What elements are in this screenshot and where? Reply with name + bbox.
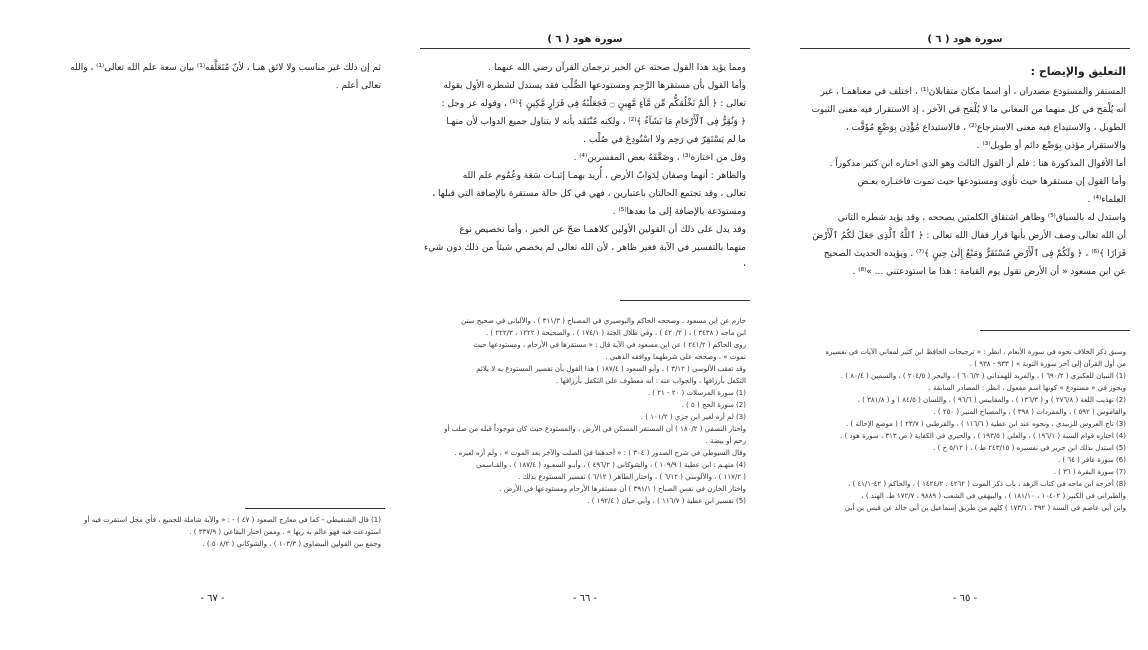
quran-verse-line: قَرَارًا ﴾⁽⁶⁾ ، ﴿ وَلَكُمْ فِى ٱلْأَرْضِ مُسْتَقَرٌّ وَمَتَٰعٌ إِلَىٰ حِينٍ ﴾⁽⁷⁾ . ويؤيده الحديث الصحيح [823, 249, 1126, 259]
footnote-line: (1) قال الشنقيطي - كما في معارج الصعود ( ٤٧ ) - : « والآية شاملة للجميع ، فأي محل استقرت فيه أو [84, 516, 381, 524]
text-line: وأما القول إن مستقرها حيث تأوي ومستودعها حيث تموت فاختـاره بعـض [857, 177, 1126, 187]
quran-verse-line: أن الله تعالى وصف الأرض بأنها قرار فقال الله تعالى : ﴿ ٱللَّهُ ٱلَّذِى جَعَلَ لَكُمُ ٱلْأَرْضَ [812, 231, 1126, 241]
footnote-line: وابن أبي عاصم في السنة ( ٣٩٢ ، ١٧٣/١ ) كلهم من طريق إسماعيل بن أبي خالد عن قيس بن أبي [844, 504, 1126, 512]
text-line: المستقر والمستودع مصدران ، أو اسما مكان متقابلان⁽¹⁾ ، اختلف في معناهمـا ، غير [820, 87, 1126, 97]
footnote-line: (5) استدل بذلك ابن جرير في تفسيره ( ٢٤٣/١٥ ط ) ، ( ٥/١٢ ح ) . [933, 444, 1126, 452]
text-line: واستدل له بالسياق⁽⁵⁾ وظاهر اشتقاق الكلمتين يصححه ، وقد يؤيد شطره الثاني [837, 213, 1126, 223]
footnote-line: (8) أخرجه ابن ماجه في كتاب الزهد ، باب ذكر الموت ( ٤٢٦٢ ، ١٤٢٤/٢ ) ، والحاكم ( ٤٢-٤١/١ ) ، [847, 480, 1126, 488]
text-line: منهما بالتفسير في الآية فغير ظاهر ، لأن الله تعالى لم يخصص شيئاً من ذلك دون شيء ، [424, 243, 746, 269]
footnote-line: من أول القرآن إلى آخر سورة التوبة » ( ٩٣٣ - ٩٣٨ ) . [969, 360, 1126, 368]
page-66-footnotes [424, 315, 746, 507]
page-65-footnotes [804, 346, 1126, 514]
footnote-line: (4) اختاره قوام السنة ( ١٩٦/١ ) ، والعلي ( ١٩٣/٥ ) ، والحيري في الكفاية ( ص ٣١٣ ، سورة هود ) . [840, 432, 1126, 440]
page-66 [420, 0, 750, 650]
footnote-line: (6) سورة غافر ( ٦٤ ) . [1057, 456, 1126, 464]
page-number: - ٦٦ - [572, 593, 598, 604]
page-65 [800, 0, 1130, 650]
text-line: وقد يدل على ذلك أن القولين الأولين كلاهمـا صَحّ عن الحبر ، وأما تخصيص نوع [459, 225, 746, 235]
text-line: ومما يؤيد هذا القول صحته عن الحبر ترجمان القرآن رضي الله عنهما . [488, 63, 746, 73]
text-line: أنه يُلْمَح في كل منهما من المعاني ما لا يُلْمَح في الآخر ، إذ الاستقرار فيه معنى الثبوت [811, 105, 1126, 115]
page-65-body [804, 64, 1126, 282]
footnote-separator [245, 508, 385, 509]
footnote-line: استودعت فيه فهو عالم به ربها » . وممن اختار البقاعي ( ٣٣٧/٩ ) . [189, 528, 381, 536]
footnote-line: تموت » ، وصححه على شرطهما ووافقه الذهبي . [605, 353, 746, 361]
text-line: والظاهر : أنهما وصفان لِدَوابّ الأرض ، أُريد بهمـا إثبـات سَعَة وعُمُوم علم الله [462, 171, 746, 181]
footnote-line: (3) لم أره لغير ابن جزي ( ١٠١/٢ ) . [640, 413, 746, 421]
text-line: ومستودَعة بالإضافة إلى ما بعدها⁽⁵⁾ . [612, 207, 746, 217]
footnote-line: التكفل بأرزاقها ، والجواب عنه : أنه معطوف على التكفل بأرزاقها . [556, 377, 746, 385]
footnote-line: وقال السيوطي في شرح الصدور ( ٣٠٤ ) : « أحدهما في الصلب والآخر بعد الموت » ، ولم أره لغيره . [454, 449, 746, 457]
text-line: وأما القول بأن مستقرها الرَّحِم ومستودعها الصُّلْب فقد يستدل لشطره الأول بقوله [443, 81, 746, 91]
quran-verse-line: تعالى : ﴿ أَلَمْ نَخْلُقكُّم مِّن مَّآءٍ مَّهِينٍ ۝ فَجَعَلْنَٰهُ فِى قَرَارٍ مَّكِينٍ ﴾⁽¹⁾ ، وقوله عز وجل : [441, 99, 746, 109]
page-67-body [44, 60, 381, 96]
footnote-line: (1) سورة المرسلات ( ٢٠ - ٢١ ) . [647, 389, 746, 397]
footnote-line: واختار الخازن في نفس الصباح ( ٣٩١/١ ) أن مستقرها الأرحام ومستودعها في الأرض . [499, 485, 746, 493]
text-line: العلماء⁽⁴⁾ . [1087, 195, 1126, 205]
footnote-line: حازم عن ابن مسعود ، وصححه الحاكم والبوصيري في المصباح ( ٣١١/٣ ) ، والألباني في صحيح سنن [461, 317, 746, 325]
page-number: - ٦٧ - [200, 593, 225, 604]
section-heading: التعليق والإيضاح : [1030, 65, 1126, 78]
footnote-line: وسبق ذكر الخلاف نحوه في سورة الأنعام ، انظر : « ترجيحات الحافظ ابن كثير لمعاني الآيات في تفسيره [825, 348, 1126, 356]
text-line: ثم إن ذلك غير مناسب ولا لائق هنـا ، لأنّ مُتَعَلَّقه⁽¹⁾ بيان سعة علم الله تعالى⁽¹⁾ ، والله [70, 63, 381, 73]
footnote-line: وجمع بين القولين البيضاوي ( ١٠٣/٣ ) ، والشوكاني ( ٥٠٨/٢ ) . [202, 540, 381, 548]
footnote-line: واختار النسفي ( ١٨٠/٢ ) أن المستقر المسكن في الأرض ، والمستودع حيث كان موجوداً قبله من صلب أو [444, 425, 746, 433]
footnote-line: ابن ماجه ( ٣٤٣٨ ) ، ( ٤٢٠/٢ ) ، وفي ظلال الجنة ( ١٧٤/١ ) ، والصحيحة ( ١٢٢٢ ، ٢٢٢/٣ ) . [485, 329, 746, 337]
footnote-line: وقد تعقب الألوسي ( ٣/١٢ ) ، وأبو السعود ( ١٨٧/٤ ) هذا القول بأن تفسير المستودع به لا يلائم [476, 365, 746, 373]
page-number: - ٦٥ - [952, 593, 978, 604]
page-66-body [424, 60, 746, 274]
footnote-line: رحم أو بيضة . [705, 437, 746, 445]
footnote-line: (4) منهـم : ابن عطية ( ١٠٩/٩ ) ، والشوكاني ( ٤٩٦/٢ ) ، وأبـو السعـود ( ١٨٧/٤ ) ، والقـاسمي [476, 461, 746, 469]
text-line: أما الأقوال المذكورة هنا : فلم أر القول الثالث وهو الذي اختاره ابن كثير مذكوراً . [829, 159, 1126, 169]
footnote-line: (1) التبيان للعكبري ( ٦٩٠/٢ ) ، والفريد للهمداني ( ٦٠٦/٢ ) ، والبحر ( ٢٠٤/٥ ) ، والسمين ( ٨٠/٤ ) . [840, 372, 1126, 380]
text-line: ما لم يَسْتَقِرّ في رَحِم ولا اسْتُودِعَ في صُلْب . [583, 135, 746, 145]
text-line: عن ابن مسعود « أن الأرض تقول يوم القيامة : هذا ما استودعتني ... »⁽⁸⁾ . [852, 267, 1126, 277]
page-header: سورة هود ( ٦ ) [800, 34, 1130, 49]
page-67-footnotes [44, 514, 381, 550]
quran-verse-line: ﴿ وَنُقِرُّ فِى ٱلْأَرْحَامِ مَا نَشَآءُ ﴾⁽²⁾ ، ولكنه مُنْتَقَد بأنه لا يتناول جميع الدواب لأن منهـا [446, 117, 746, 127]
footnote-line: ويجوز في « مستودع » كونها اسم مفعول ، انظر : المصادر السابقة . [928, 384, 1126, 392]
footnote-line: (5) تفسير ابن عطية ( ١١٦/٧ ) ، وأبي حيان ( ١٩٢/٤ ) . [587, 497, 746, 505]
text-line: وقل من اختاره⁽³⁾ ، وضَعَّفَهُ بعض المفسرين⁽⁴⁾ . [573, 153, 746, 163]
footnote-line: (3) تاج العروس للزبيدي ، ونحوه عند ابن عطية ( ١١٦/٦ ) ، والقرطبي ( ٢٣/٧ ) ( موضع الإحالة ) . [845, 420, 1126, 428]
footnote-separator [980, 330, 1130, 331]
text-line: والاستقرار مؤذن بِوَضْع دائم أو طويل⁽³⁾ . [976, 141, 1126, 151]
page-header: سورة هود ( ٦ ) [420, 34, 750, 49]
footnote-line: (2) سورة الحج ( ٥ ) . [681, 401, 746, 409]
text-line: تعالى أعلم . [335, 81, 381, 91]
footnote-line: (7) سورة البقرة ( ٣٦ ) . [1053, 468, 1126, 476]
footnote-line: (2) تهذيب اللغة ( ٢٧٦/٨ ) و ( ١٣٦/٣ ) ، والمقاييس ( ٩٦/٦ ) ، واللسان ( ٨٤/٥ ) و ( ٣٨١/٨ ) ، [857, 396, 1126, 404]
footnote-separator [620, 300, 750, 301]
footnote-line: والقاموس ( ٥٩٢ ) ، والمفردات ( ٣٩٨ ) ، والمصباح المنير ( ٢٥٠ ) . [933, 408, 1126, 416]
footnote-line: والطبراني في الكبير ( ١٠٤٠٢ ، ١٨١/١٠ ) ، والبيهقي في الشعب ( ٩٨٨٩ ، ١٧٢/٧ ط. الهند ) ، [861, 492, 1126, 500]
footnote-line: روى الحاكم ( ٢٤١/٢ ) عن ابن مسعود في الآية قال : « مستقرها في الأرحام ، ومستودعها حيث [473, 341, 746, 349]
footnote-line: ( ١١٧/٢ ) ، والألوسي ( ٦/١٢ ) ، واختار الطاهر ( ٦/١٢ ) تفسير المستودع بذلك . [518, 473, 746, 481]
page-67 [40, 0, 385, 650]
text-line: تعالى ، وقد تجتمع الحالتان باعتبارين ، فهي في كل حالة مستقرة بالإضافة التي قبلها ، [432, 189, 746, 199]
text-line: الطويل ، والاستيداع فيه معنى الاسترجاع⁽²⁾ ، فالاستيداع مُؤْذِن بِوَضْعٍ مُؤَقَّت ، [845, 123, 1126, 133]
